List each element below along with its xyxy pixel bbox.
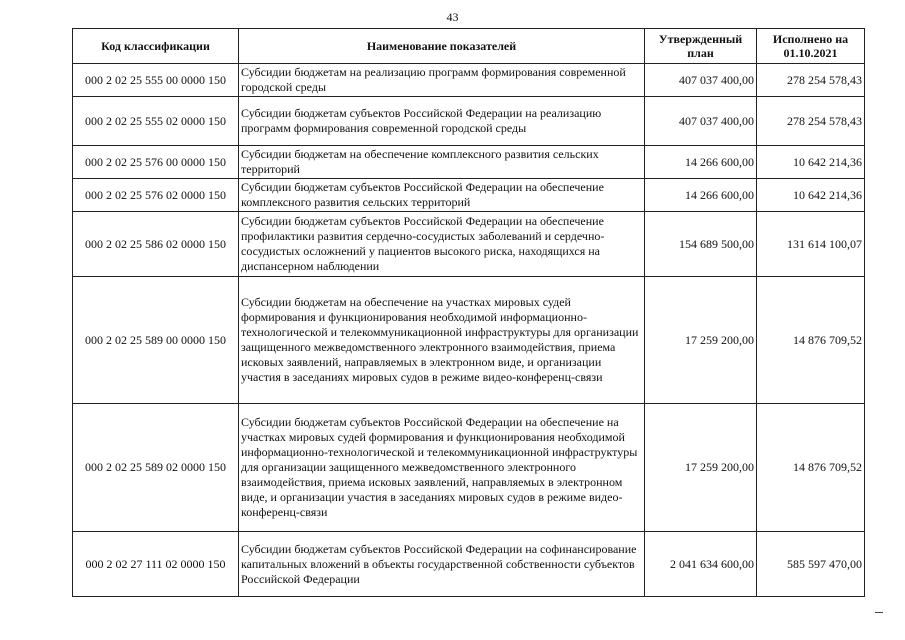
table-row	[73, 404, 865, 532]
row-name: Субсидии бюджетам на реализацию программ формирования современной городской среды	[239, 64, 645, 97]
row-code: 000 2 02 25 589 00 0000 150	[73, 277, 239, 404]
row-name: Субсидии бюджетам субъектов Российской Федерации на обеспечение профилактики развития сердечно-сосудистых заболеваний и сердечно-сосудистых осложнений у пациентов высокого риска, находящихся на диспансерном наблюдении	[239, 212, 645, 277]
row-plan: 407 037 400,00	[645, 64, 757, 97]
row-executed: 14 876 709,52	[757, 277, 865, 404]
row-executed: 278 254 578,43	[757, 64, 865, 97]
row-name: Субсидии бюджетам на обеспечение на участках мировых судей формирования и функционирования необходимой информационно-технологической и телекоммуникационной инфраструктуры для организации защищенного межведомственного электронного взаимодействия, приема исковых заявлений, направляемых в электронном виде, и организации участия в заседаниях мировых судов в режиме видео-конференц-связи	[239, 277, 645, 404]
row-executed: 585 597 470,00	[757, 532, 865, 597]
row-code: 000 2 02 25 576 00 0000 150	[73, 146, 239, 179]
row-name: Субсидии бюджетам субъектов Российской Федерации на обеспечение на участках мировых судей формирования и функционирования необходимой информационно-технологической и телекоммуникационной инфраструктуры для организации защищенного межведомственного электронного взаимодействия, приема исковых заявлений, направляемых в электронном виде, и организации участия в заседаниях мировых судов в режиме видео-конференц-связи	[239, 404, 645, 532]
table-header-row	[73, 29, 865, 64]
row-code: 000 2 02 25 576 02 0000 150	[73, 179, 239, 212]
budget-report-table	[72, 28, 865, 597]
row-code: 000 2 02 25 555 02 0000 150	[73, 97, 239, 146]
table-row	[73, 212, 865, 277]
row-executed: 10 642 214,36	[757, 146, 865, 179]
row-code: 000 2 02 25 586 02 0000 150	[73, 212, 239, 277]
page-number: 43	[446, 10, 459, 24]
table-row	[73, 146, 865, 179]
header-code: Код классификации	[73, 29, 239, 64]
row-executed: 14 876 709,52	[757, 404, 865, 532]
row-plan: 17 259 200,00	[645, 404, 757, 532]
row-plan: 14 266 600,00	[645, 179, 757, 212]
row-name: Субсидии бюджетам субъектов Российской Федерации на реализацию программ формирования современной городской среды	[239, 97, 645, 146]
row-plan: 17 259 200,00	[645, 277, 757, 404]
row-executed: 131 614 100,07	[757, 212, 865, 277]
row-name: Субсидии бюджетам субъектов Российской Федерации на обеспечение комплексного развития сельских территорий	[239, 179, 645, 212]
row-executed: 278 254 578,43	[757, 97, 865, 146]
header-executed: Исполнено на 01.10.2021	[757, 29, 865, 64]
table-row	[73, 64, 865, 97]
row-name: Субсидии бюджетам на обеспечение комплексного развития сельских территорий	[239, 146, 645, 179]
table-row	[73, 179, 865, 212]
header-name: Наименование показателей	[239, 29, 645, 64]
table-row	[73, 277, 865, 404]
row-name: Субсидии бюджетам субъектов Российской Федерации на софинансирование капитальных вложений в объекты государственной собственности субъектов Российской Федерации	[239, 532, 645, 597]
row-plan: 14 266 600,00	[645, 146, 757, 179]
table-row	[73, 97, 865, 146]
row-executed: 10 642 214,36	[757, 179, 865, 212]
row-plan: 407 037 400,00	[645, 97, 757, 146]
scan-edge-mark	[875, 612, 883, 613]
row-plan: 154 689 500,00	[645, 212, 757, 277]
row-plan: 2 041 634 600,00	[645, 532, 757, 597]
row-code: 000 2 02 25 555 00 0000 150	[73, 64, 239, 97]
row-code: 000 2 02 27 111 02 0000 150	[73, 532, 239, 597]
table-row	[73, 532, 865, 597]
header-plan: Утвержденный план	[645, 29, 757, 64]
row-code: 000 2 02 25 589 02 0000 150	[73, 404, 239, 532]
